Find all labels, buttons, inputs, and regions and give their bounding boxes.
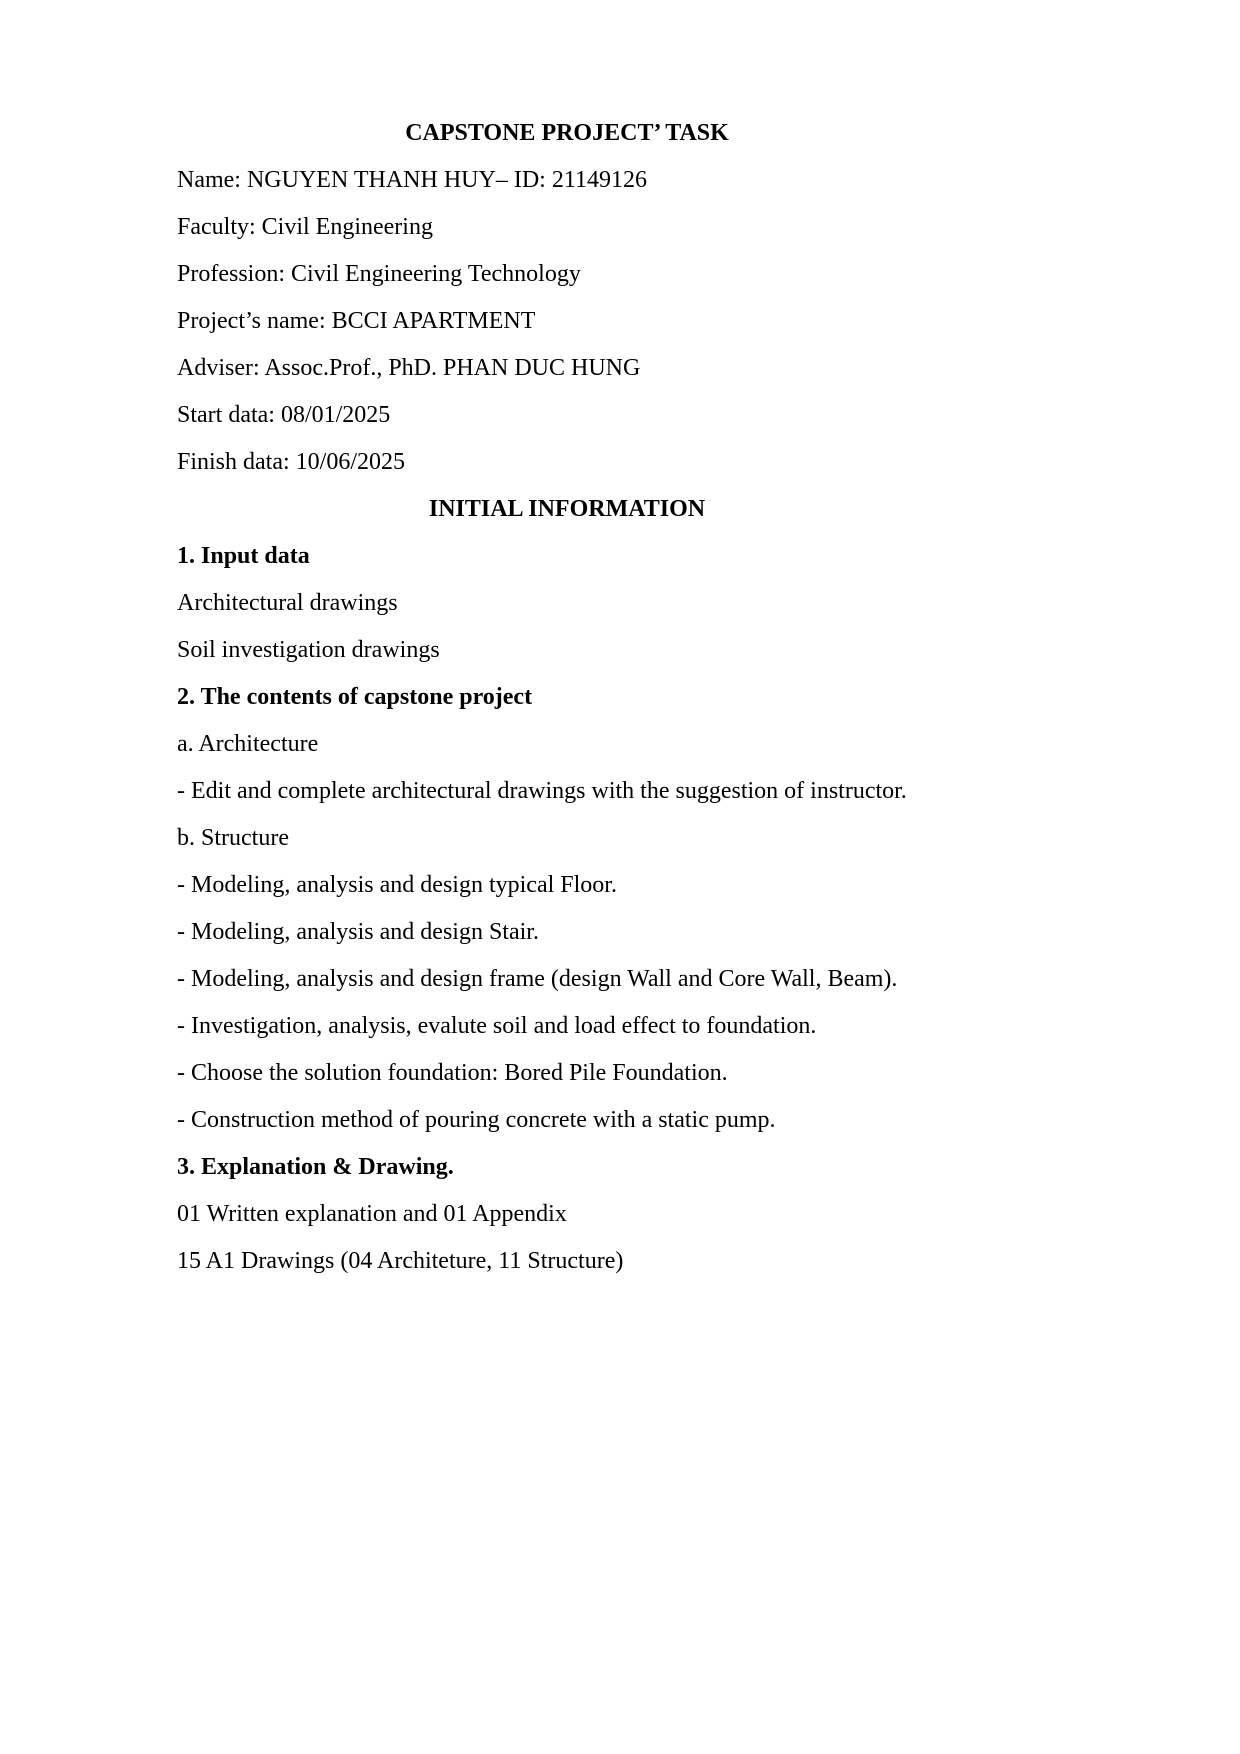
structure-item: - Investigation, analysis, evalute soil and load effect to foundation.	[177, 1013, 817, 1039]
input-data-item: Architectural drawings	[177, 590, 398, 616]
input-data-item: Soil investigation drawings	[177, 637, 440, 663]
structure-item: - Modeling, analysis and design typical Floor.	[177, 872, 617, 898]
document-content	[177, 118, 1077, 1293]
info-start-date: Start data: 08/01/2025	[177, 402, 391, 428]
info-profession: Profession: Civil Engineering Technology	[177, 261, 581, 287]
subsection-structure: b. Structure	[177, 825, 289, 851]
section-heading-explanation: 3. Explanation & Drawing.	[177, 1154, 454, 1180]
info-project-name: Project’s name: BCCI APARTMENT	[177, 308, 536, 334]
info-name: Name: NGUYEN THANH HUY– ID: 21149126	[177, 167, 647, 193]
info-adviser: Adviser: Assoc.Prof., PhD. PHAN DUC HUNG	[177, 355, 641, 381]
explanation-item: 01 Written explanation and 01 Appendix	[177, 1201, 567, 1227]
structure-item: - Modeling, analysis and design frame (design Wall and Core Wall, Beam).	[177, 966, 898, 992]
structure-item: - Modeling, analysis and design Stair.	[177, 919, 539, 945]
document-title: CAPSTONE PROJECT’ TASK	[405, 120, 729, 146]
structure-item: - Choose the solution foundation: Bored Pile Foundation.	[177, 1060, 728, 1086]
section-heading-input-data: 1. Input data	[177, 543, 310, 569]
section-heading-contents: 2. The contents of capstone project	[177, 684, 533, 710]
info-faculty: Faculty: Civil Engineering	[177, 214, 433, 240]
structure-item: - Construction method of pouring concrete with a static pump.	[177, 1107, 776, 1133]
architecture-item: - Edit and complete architectural drawings with the suggestion of instructor.	[177, 778, 907, 804]
info-finish-date: Finish data: 10/06/2025	[177, 449, 405, 475]
explanation-item: 15 A1 Drawings (04 Architeture, 11 Structure)	[177, 1248, 624, 1274]
document-subtitle: INITIAL INFORMATION	[428, 496, 706, 522]
subsection-architecture: a. Architecture	[177, 731, 319, 757]
